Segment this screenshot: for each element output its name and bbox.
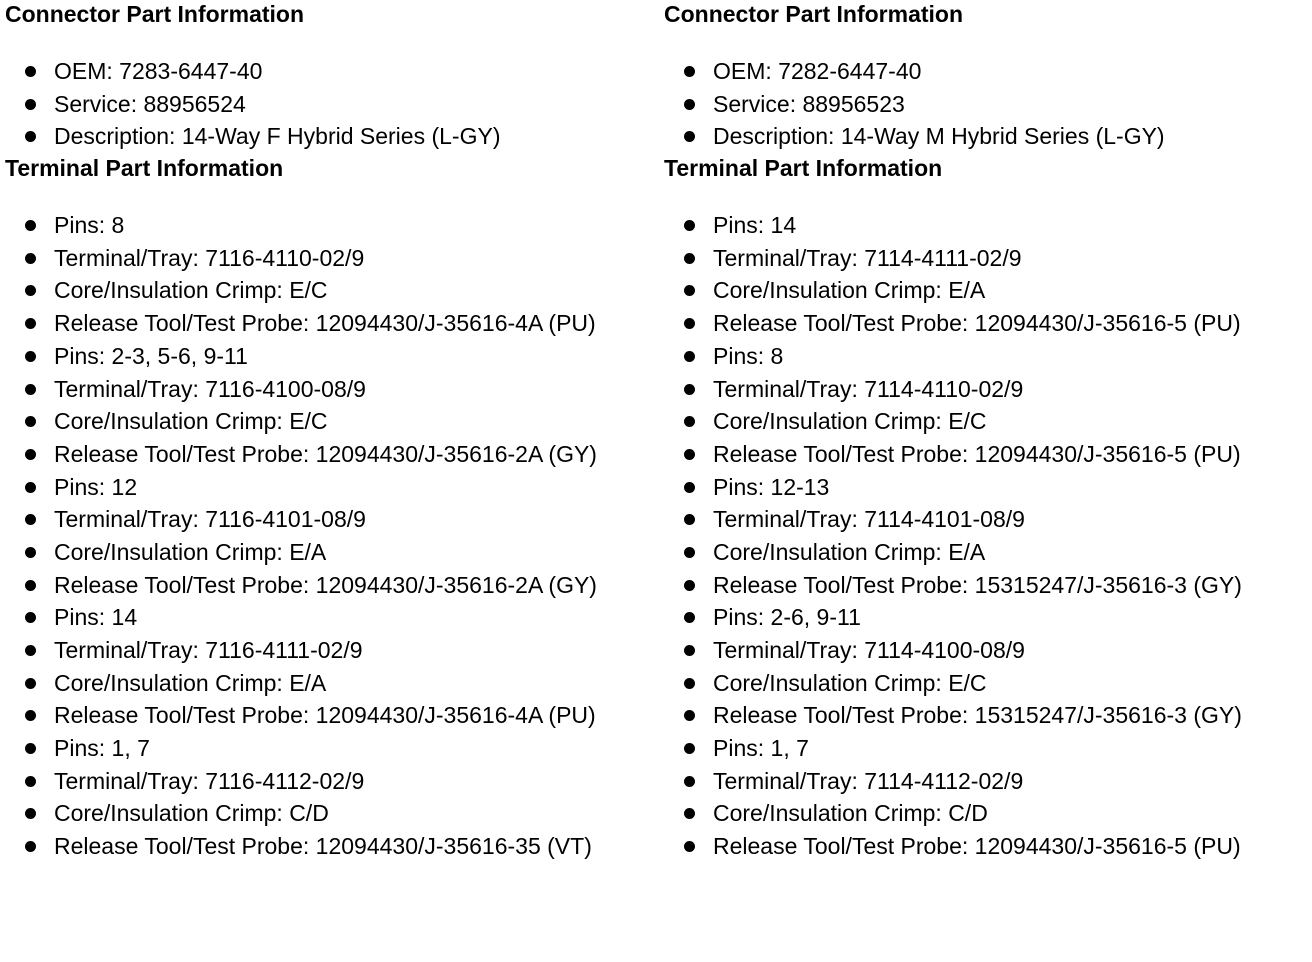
bullet-icon (684, 318, 695, 329)
bullet-icon (25, 678, 36, 689)
terminal-item-pins: Pins: 12-13 (664, 471, 1312, 504)
terminal-part-heading: Terminal Part Information (5, 155, 284, 182)
terminal-item-crimp: Core/Insulation Crimp: E/C (5, 405, 655, 438)
terminal-item-crimp: Core/Insulation Crimp: C/D (664, 797, 1312, 830)
left-connector-column (5, 0, 655, 863)
bullet-icon (684, 220, 695, 231)
terminal-item-release-tool: Release Tool/Test Probe: 12094430/J-35616-5 (PU) (664, 307, 1312, 340)
bullet-icon (684, 99, 695, 110)
terminal-item-pins: Pins: 1, 7 (664, 732, 1312, 765)
bullet-icon (25, 131, 36, 142)
terminal-group (5, 340, 655, 471)
bullet-icon (25, 645, 36, 656)
bullet-icon (684, 645, 695, 656)
terminal-group (5, 209, 655, 340)
terminal-item-tray: Terminal/Tray: 7114-4112-02/9 (664, 765, 1312, 798)
terminal-item-crimp: Core/Insulation Crimp: E/A (5, 667, 655, 700)
terminal-item-release-tool: Release Tool/Test Probe: 12094430/J-35616-4A (PU) (5, 307, 655, 340)
terminal-group (664, 340, 1312, 471)
terminal-item-release-tool: Release Tool/Test Probe: 12094430/J-35616-4A (PU) (5, 699, 655, 732)
terminal-group (664, 732, 1312, 863)
terminal-item-pins: Pins: 2-6, 9-11 (664, 601, 1312, 634)
bullet-icon (25, 612, 36, 623)
connector-part-list (664, 55, 1312, 153)
terminal-item-crimp: Core/Insulation Crimp: E/C (664, 405, 1312, 438)
terminal-part-heading: Terminal Part Information (664, 155, 943, 182)
bullet-icon (684, 841, 695, 852)
terminal-item-tray: Terminal/Tray: 7116-4112-02/9 (5, 765, 655, 798)
bullet-icon (25, 547, 36, 558)
bullet-icon (25, 710, 36, 721)
terminal-item-tray: Terminal/Tray: 7116-4110-02/9 (5, 242, 655, 275)
bullet-icon (25, 514, 36, 525)
bullet-icon (684, 351, 695, 362)
terminal-item-crimp: Core/Insulation Crimp: E/A (664, 536, 1312, 569)
bullet-icon (25, 318, 36, 329)
bullet-icon (25, 449, 36, 460)
bullet-icon (684, 449, 695, 460)
connector-part-heading: Connector Part Information (5, 1, 305, 27)
connector-part-heading: Connector Part Information (664, 1, 964, 27)
terminal-item-release-tool: Release Tool/Test Probe: 12094430/J-35616-5 (PU) (664, 830, 1312, 863)
bullet-icon (684, 710, 695, 721)
bullet-icon (25, 580, 36, 591)
bullet-icon (684, 743, 695, 754)
bullet-icon (25, 743, 36, 754)
terminal-item-crimp: Core/Insulation Crimp: C/D (5, 797, 655, 830)
bullet-icon (684, 285, 695, 296)
terminal-group (664, 471, 1312, 602)
bullet-icon (25, 99, 36, 110)
bullet-icon (684, 482, 695, 493)
terminal-item-tray: Terminal/Tray: 7114-4111-02/9 (664, 242, 1312, 275)
connector-part-list (5, 55, 655, 153)
terminal-item-pins: Pins: 2-3, 5-6, 9-11 (5, 340, 655, 373)
bullet-icon (684, 808, 695, 819)
terminal-group (5, 601, 655, 732)
connector-item-oem: OEM: 7282-6447-40 (664, 55, 1312, 88)
terminal-group (664, 601, 1312, 732)
terminal-group (5, 732, 655, 863)
right-connector-column (664, 0, 1312, 863)
bullet-icon (25, 220, 36, 231)
bullet-icon (684, 776, 695, 787)
bullet-icon (25, 416, 36, 427)
terminal-item-release-tool: Release Tool/Test Probe: 15315247/J-35616-3 (GY) (664, 569, 1312, 602)
terminal-item-pins: Pins: 8 (5, 209, 655, 242)
bullet-icon (25, 66, 36, 77)
terminal-item-pins: Pins: 14 (664, 209, 1312, 242)
terminal-item-crimp: Core/Insulation Crimp: E/C (5, 274, 655, 307)
terminal-item-tray: Terminal/Tray: 7116-4101-08/9 (5, 503, 655, 536)
terminal-item-pins: Pins: 8 (664, 340, 1312, 373)
terminal-item-tray: Terminal/Tray: 7116-4100-08/9 (5, 373, 655, 406)
bullet-icon (25, 808, 36, 819)
terminal-item-release-tool: Release Tool/Test Probe: 15315247/J-35616-3 (GY) (664, 699, 1312, 732)
bullet-icon (684, 416, 695, 427)
bullet-icon (684, 66, 695, 77)
terminal-group (5, 471, 655, 602)
bullet-icon (25, 285, 36, 296)
terminal-item-crimp: Core/Insulation Crimp: E/A (664, 274, 1312, 307)
bullet-icon (25, 482, 36, 493)
terminal-item-pins: Pins: 12 (5, 471, 655, 504)
bullet-icon (684, 384, 695, 395)
connector-item-service: Service: 88956524 (5, 88, 655, 121)
terminal-item-tray: Terminal/Tray: 7114-4101-08/9 (664, 503, 1312, 536)
connector-item-service: Service: 88956523 (664, 88, 1312, 121)
terminal-item-release-tool: Release Tool/Test Probe: 12094430/J-35616-2A (GY) (5, 438, 655, 471)
terminal-item-tray: Terminal/Tray: 7114-4110-02/9 (664, 373, 1312, 406)
bullet-icon (684, 253, 695, 264)
terminal-item-release-tool: Release Tool/Test Probe: 12094430/J-35616-5 (PU) (664, 438, 1312, 471)
terminal-item-pins: Pins: 14 (5, 601, 655, 634)
connector-item-description: Description: 14-Way F Hybrid Series (L-GY) (5, 120, 655, 153)
bullet-icon (684, 612, 695, 623)
bullet-icon (25, 351, 36, 362)
bullet-icon (684, 678, 695, 689)
terminal-item-crimp: Core/Insulation Crimp: E/C (664, 667, 1312, 700)
bullet-icon (25, 776, 36, 787)
connector-item-oem: OEM: 7283-6447-40 (5, 55, 655, 88)
terminal-item-tray: Terminal/Tray: 7116-4111-02/9 (5, 634, 655, 667)
terminal-item-tray: Terminal/Tray: 7114-4100-08/9 (664, 634, 1312, 667)
connector-item-description: Description: 14-Way M Hybrid Series (L-GY) (664, 120, 1312, 153)
bullet-icon (684, 580, 695, 591)
bullet-icon (25, 384, 36, 395)
bullet-icon (684, 514, 695, 525)
bullet-icon (684, 131, 695, 142)
terminal-item-crimp: Core/Insulation Crimp: E/A (5, 536, 655, 569)
terminal-item-release-tool: Release Tool/Test Probe: 12094430/J-35616-2A (GY) (5, 569, 655, 602)
terminal-item-release-tool: Release Tool/Test Probe: 12094430/J-35616-35 (VT) (5, 830, 655, 863)
bullet-icon (25, 253, 36, 264)
bullet-icon (25, 841, 36, 852)
bullet-icon (684, 547, 695, 558)
terminal-group (664, 209, 1312, 340)
terminal-item-pins: Pins: 1, 7 (5, 732, 655, 765)
